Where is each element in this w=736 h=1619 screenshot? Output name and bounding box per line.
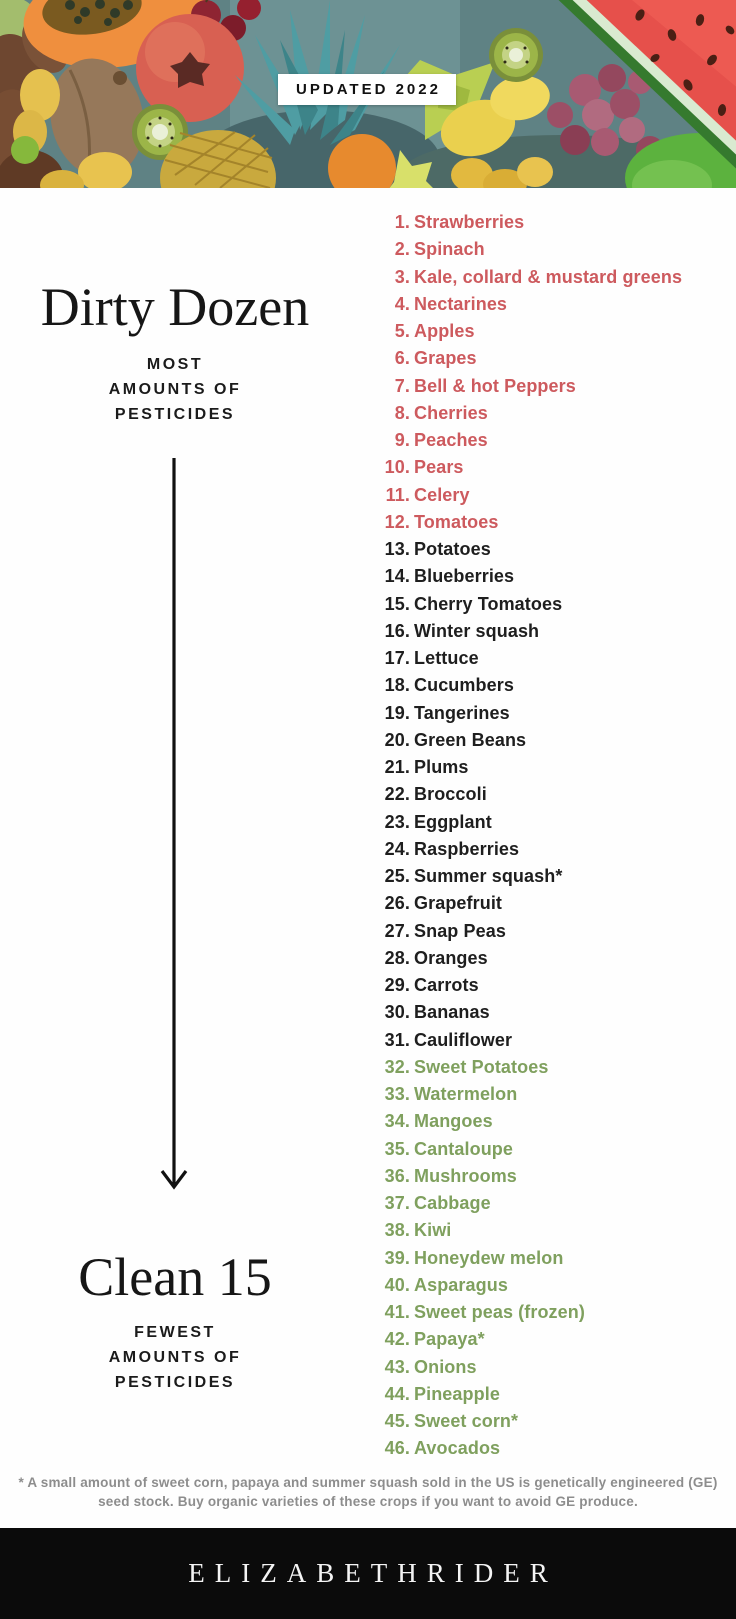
list-item-number: 23. — [384, 811, 410, 832]
list-item — [350, 373, 720, 400]
list-item — [350, 945, 720, 972]
list-item-label: Peaches — [414, 430, 488, 451]
list-item-label: Sweet peas (frozen) — [414, 1302, 585, 1323]
list-item-label: Onions — [414, 1356, 477, 1377]
list-item — [350, 618, 720, 645]
list-item — [350, 672, 720, 699]
list-item-number: 39. — [384, 1247, 410, 1268]
subtitle-line: MOST — [146, 356, 204, 373]
list-item — [350, 482, 720, 509]
list-item — [350, 591, 720, 618]
list-item-number: 35. — [384, 1138, 410, 1159]
list-item-number: 30. — [384, 1002, 410, 1023]
list-item-number: 13. — [384, 539, 410, 560]
list-item-label: Summer squash* — [414, 866, 563, 887]
subtitle-line: AMOUNTS OF — [108, 1349, 242, 1366]
list-item-label: Celery — [414, 484, 470, 505]
list-item-number: 40. — [384, 1274, 410, 1295]
list-item-label: Mangoes — [414, 1111, 493, 1132]
list-item-label: Cabbage — [414, 1193, 491, 1214]
list-item-number: 3. — [394, 266, 410, 287]
list-item-label: Tomatoes — [414, 511, 499, 532]
list-item-number: 43. — [384, 1356, 410, 1377]
list-item-number: 8. — [394, 402, 410, 423]
produce-list — [350, 209, 720, 1463]
dirty-dozen-title: Dirty Dozen — [40, 277, 310, 337]
list-item-number: 4. — [394, 293, 410, 314]
list-item-label: Cherry Tomatoes — [414, 593, 563, 614]
list-item-number: 33. — [384, 1084, 410, 1105]
dirty-dozen-subtitle — [0, 352, 350, 427]
list-item-number: 31. — [384, 1029, 410, 1050]
list-item — [350, 1435, 720, 1462]
list-item-label: Asparagus — [414, 1274, 508, 1295]
list-item — [350, 536, 720, 563]
list-item — [350, 318, 720, 345]
list-item-number: 6. — [394, 348, 410, 369]
list-item — [350, 836, 720, 863]
list-item-number: 46. — [384, 1438, 410, 1459]
list-item-label: Sweet corn* — [414, 1411, 519, 1432]
list-item-label: Pineapple — [414, 1383, 500, 1404]
list-item-number: 29. — [384, 975, 410, 996]
left-column — [0, 0, 350, 1619]
list-item-label: Snap Peas — [414, 920, 506, 941]
list-item-number: 24. — [384, 838, 410, 859]
list-item-number: 26. — [384, 893, 410, 914]
list-item — [350, 999, 720, 1026]
list-item — [350, 345, 720, 372]
list-item — [350, 700, 720, 727]
list-item-number: 15. — [384, 593, 410, 614]
list-item — [350, 209, 720, 236]
list-item-label: Cucumbers — [414, 675, 514, 696]
list-item — [350, 1027, 720, 1054]
list-item-label: Carrots — [414, 975, 479, 996]
list-item — [350, 1163, 720, 1190]
list-item — [350, 1272, 720, 1299]
list-item-number: 22. — [384, 784, 410, 805]
list-item-label: Papaya* — [414, 1329, 485, 1350]
subtitle-line: PESTICIDES — [114, 1374, 236, 1391]
list-item — [350, 972, 720, 999]
list-item-number: 41. — [384, 1302, 410, 1323]
list-item-label: Nectarines — [414, 293, 508, 314]
list-item-label: Oranges — [414, 947, 488, 968]
footer-bar — [0, 1528, 736, 1619]
list-item-label: Blueberries — [414, 566, 515, 587]
list-item-number: 37. — [384, 1193, 410, 1214]
down-arrow-icon — [159, 458, 189, 1206]
list-item-number: 11. — [385, 484, 410, 505]
list-item-label: Mushrooms — [414, 1165, 517, 1186]
list-item-label: Sweet Potatoes — [414, 1056, 549, 1077]
clean-15-subtitle — [0, 1320, 350, 1395]
list-item — [350, 400, 720, 427]
list-item — [350, 1354, 720, 1381]
list-item-label: Broccoli — [414, 784, 487, 805]
list-item-number: 25. — [384, 866, 410, 887]
list-item-number: 7. — [394, 375, 410, 396]
list-item-label: Kale, collard & mustard greens — [414, 266, 683, 287]
list-item-number: 1. — [394, 212, 410, 233]
list-item-label: Bananas — [414, 1002, 490, 1023]
list-item — [350, 1326, 720, 1353]
list-item — [350, 291, 720, 318]
list-item-number: 12. — [384, 511, 410, 532]
list-item-label: Eggplant — [414, 811, 492, 832]
subtitle-line: FEWEST — [134, 1324, 216, 1341]
list-item-number: 10. — [384, 457, 410, 478]
list-item — [350, 1108, 720, 1135]
list-item-label: Grapefruit — [414, 893, 503, 914]
list-item — [350, 809, 720, 836]
footnote-line-2: seed stock. Buy organic varieties of these crops if you want to avoid GE produce. — [98, 1494, 638, 1509]
subtitle-line: PESTICIDES — [114, 406, 236, 423]
list-item-label: Cherries — [414, 402, 488, 423]
list-item-number: 36. — [384, 1165, 410, 1186]
list-item-number: 5. — [394, 321, 410, 342]
list-item — [350, 1381, 720, 1408]
list-item-label: Watermelon — [414, 1084, 518, 1105]
list-item-number: 44. — [384, 1383, 410, 1404]
list-item-label: Avocados — [414, 1438, 501, 1459]
list-item-label: Raspberries — [414, 838, 520, 859]
list-item — [350, 563, 720, 590]
list-item-label: Cantaloupe — [414, 1138, 514, 1159]
list-item-label: Winter squash — [414, 620, 540, 641]
list-item-number: 14. — [384, 566, 410, 587]
ge-footnote — [0, 1473, 736, 1511]
list-item-label: Bell & hot Peppers — [414, 375, 576, 396]
updated-badge-label: UPDATED 2022 — [296, 81, 441, 98]
list-item — [350, 890, 720, 917]
list-item — [350, 781, 720, 808]
list-item — [350, 727, 720, 754]
list-item — [350, 754, 720, 781]
list-item-number: 21. — [384, 757, 410, 778]
list-item-number: 28. — [384, 947, 410, 968]
list-item — [350, 1245, 720, 1272]
list-item — [350, 1299, 720, 1326]
list-item-label: Honeydew melon — [414, 1247, 564, 1268]
list-item — [350, 264, 720, 291]
list-item-number: 42. — [384, 1329, 410, 1350]
list-item-label: Apples — [414, 321, 475, 342]
list-item-label: Plums — [414, 757, 469, 778]
list-item — [350, 863, 720, 890]
list-item-label: Cauliflower — [414, 1029, 513, 1050]
list-item-number: 9. — [394, 430, 410, 451]
list-item-label: Tangerines — [414, 702, 510, 723]
list-item — [350, 454, 720, 481]
list-item — [350, 918, 720, 945]
list-item-label: Potatoes — [414, 539, 491, 560]
list-item — [350, 509, 720, 536]
brand-logo: ELIZABETHRIDER — [188, 1558, 558, 1588]
list-item-number: 17. — [384, 648, 410, 669]
list-item-number: 32. — [384, 1056, 410, 1077]
list-item-number: 45. — [384, 1411, 410, 1432]
list-item-label: Green Beans — [414, 729, 527, 750]
list-item-label: Lettuce — [414, 648, 479, 669]
list-item-number: 27. — [384, 920, 410, 941]
list-item-label: Kiwi — [414, 1220, 452, 1241]
list-item — [350, 427, 720, 454]
footnote-line-1: * A small amount of sweet corn, papaya and summer squash sold in the US is genetically engineered (GE) — [18, 1475, 718, 1490]
list-item-number: 18. — [384, 675, 410, 696]
list-item — [350, 236, 720, 263]
list-item-number: 19. — [384, 702, 410, 723]
list-item-label: Strawberries — [414, 212, 525, 233]
list-item-number: 38. — [384, 1220, 410, 1241]
list-item-number: 2. — [394, 239, 410, 260]
list-item-label: Pears — [414, 457, 464, 478]
list-item — [350, 1408, 720, 1435]
list-item-label: Grapes — [414, 348, 477, 369]
list-item — [350, 1054, 720, 1081]
list-item — [350, 1190, 720, 1217]
list-item — [350, 1136, 720, 1163]
list-item-number: 34. — [384, 1111, 410, 1132]
list-item — [350, 1081, 720, 1108]
list-item-label: Spinach — [414, 239, 485, 260]
list-item-number: 20. — [384, 729, 410, 750]
list-item-number: 16. — [384, 620, 410, 641]
list-item — [350, 645, 720, 672]
list-item — [350, 1217, 720, 1244]
clean-15-title: Clean 15 — [78, 1247, 272, 1307]
subtitle-line: AMOUNTS OF — [108, 381, 242, 398]
